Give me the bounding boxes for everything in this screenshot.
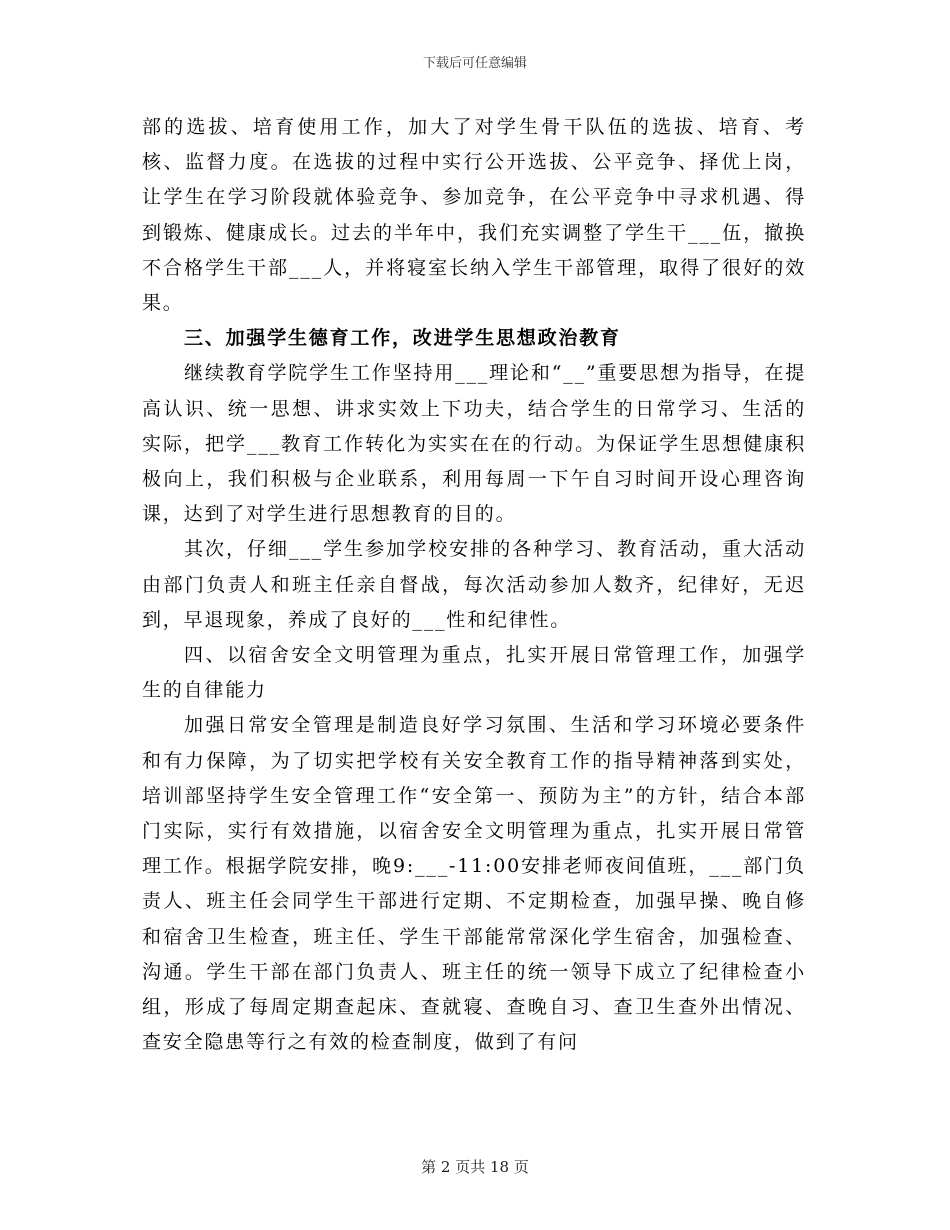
paragraph-activities: 其次，仔细___学生参加学校安排的各种学习、教育活动，重大活动由部门负责人和班主任亲自督战，每次活动参加人数齐，纪律好，无迟到，早退现象，养成了良好的___性和纪律性。	[142, 538, 806, 631]
paragraph-cadre-selection: 部的选拔、培育使用工作，加大了对学生骨干队伍的选拔、培育、考核、监督力度。在选拔的过程中实行公开选拔、公平竞争、择优上岗，让学生在学习阶段就体验竞争、参加竞争，在公平竞争中寻求机遇、得到锻炼、健康成长。过去的半年中，我们充实调整了学生干___伍，撤换不合格学生干部___人，并将寝室长纳入学生干部管理，取得了很好的效果。	[142, 116, 806, 315]
paragraph-ideological-education: 继续教育学院学生工作坚持用___理论和“__”重要思想为指导，在提高认识、统一思想、讲求实效上下功夫，结合学生的日常学习、生活的实际，把学___教育工作转化为实实在在的行动。为保证学生思想健康积极向上，我们积极与企业联系，利用每周一下午自习时间开设心理咨询课，达到了对学生进行思想教育的目的。	[142, 362, 806, 526]
document-body	[142, 110, 806, 1060]
page-header: 下载后可任意编辑	[422, 56, 527, 71]
paragraph-safety-management: 加强日常安全管理是制造良好学习氛围、生活和学习环境必要条件和有力保障，为了切实把学校有关安全教育工作的指导精神落到实处，培训部坚持学生安全管理工作“安全第一、预防为主”的方针，结合本部门实际，实行有效措施，以宿舍安全文明管理为重点，扎实开展日常管理工作。根据学院安排，晚9:___-11:00安排老师夜间值班，___部门负责人、班主任会同学生干部进行定期、不定期检查，加强早操、晚自修和宿舍卫生检查，班主任、学生干部能常常深化学生宿舍，加强检查、沟通。学生干部在部门负责人、班主任的统一领导下成立了纪律检查小组，形成了每周定期查起床、查就寝、查晚自习、查卫生查外出情况、查安全隐患等行之有效的检查制度，做到了有问	[142, 714, 806, 1054]
section-heading-dormitory-management: 四、以宿舍安全文明管理为重点，扎实开展日常管理工作，加强学生的自律能力	[142, 644, 806, 702]
page-footer: 第 2 页共 18 页	[421, 1158, 529, 1176]
section-heading-moral-education: 三、加强学生德育工作，改进学生思想政治教育	[184, 327, 621, 350]
